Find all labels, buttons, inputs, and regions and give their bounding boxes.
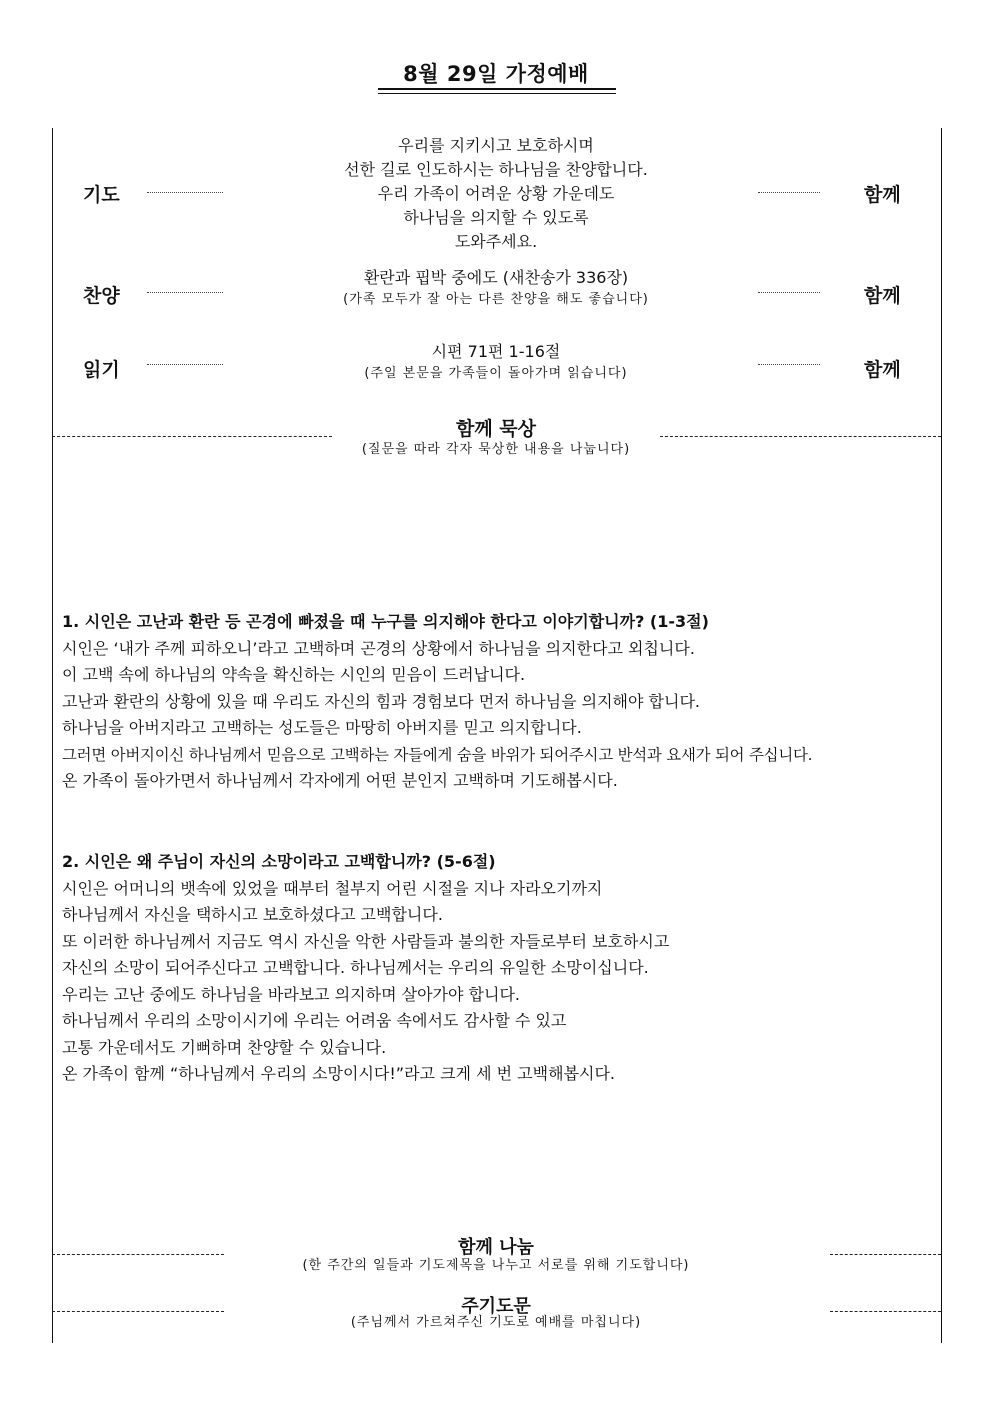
question-1 <box>62 609 942 795</box>
meditation-divider-right <box>660 436 941 437</box>
sharing-heading: 함께 나눔 <box>458 1237 534 1258</box>
reading-together: 함께 <box>864 359 901 381</box>
question-1-line: 하나님을 아버지라고 고백하는 성도들은 마땅히 아버지를 믿고 의지합니다. <box>62 718 582 737</box>
prayer-line: 우리를 지키시고 보호하시며 <box>398 136 594 155</box>
prayer-line: 하나님을 의지할 수 있도록 <box>403 208 589 227</box>
prayer-label: 기도 <box>83 184 120 206</box>
sharing-divider-right <box>830 1254 941 1255</box>
question-2-line: 하나님께서 자신을 택하시고 보호하셨다고 고백합니다. <box>62 905 443 924</box>
praise-together: 함께 <box>864 285 901 307</box>
praise-label: 찬양 <box>83 285 120 307</box>
lords-prayer-note: (주님께서 가르쳐주신 기도로 예배를 마칩니다) <box>350 1315 642 1330</box>
title-underline <box>378 88 616 90</box>
lords-prayer-heading: 주기도문 <box>461 1296 531 1317</box>
question-2-line: 자신의 소망이 되어주신다고 고백합니다. 하나님께서는 우리의 유일한 소망이십니다. <box>62 958 649 977</box>
lords-prayer-divider-right <box>830 1311 941 1312</box>
question-1-line: 고난과 환란의 상황에 있을 때 우리도 자신의 힘과 경험보다 먼저 하나님을 의지해야 합니다. <box>62 691 700 711</box>
question-2-line: 또 이러한 하나님께서 지금도 역시 자신을 악한 사람들과 불의한 자들로부터 보호하시고 <box>62 931 670 951</box>
question-2-line: 우리는 고난 중에도 하나님을 바라보고 의지하며 살아가야 합니다. <box>62 984 521 1004</box>
praise-dots-right <box>758 292 820 293</box>
page-title: 8월 29일 가정예배 <box>403 62 589 86</box>
prayer-text <box>0 134 992 254</box>
question-1-line: 그러면 아버지이신 하나님께서 믿음으로 고백하는 자들에게 숨을 바위가 되어주시고 반석과 요새가 되어 주십니다. <box>62 745 813 764</box>
prayer-line: 선한 길로 인도하시는 하나님을 찬양합니다. <box>344 160 648 179</box>
reading-text <box>0 340 992 384</box>
prayer-together: 함께 <box>864 184 901 206</box>
reading-dots-right <box>758 364 820 365</box>
question-2-line: 시인은 어머니의 뱃속에 있었을 때부터 철부지 어린 시절을 지나 자라오기까지 <box>62 878 603 898</box>
question-1-line: 온 가족이 돌아가면서 하나님께서 각자에게 어떤 분인지 고백하며 기도해봅시다. <box>62 771 618 790</box>
title-underline-thin <box>378 93 616 94</box>
meditation-heading: 함께 묵상 <box>455 418 537 440</box>
sharing-note: (한 주간의 일들과 기도제목을 나누고 서로를 위해 기도합니다) <box>302 1258 690 1273</box>
question-1-line: 이 고백 속에 하나님의 약속을 확신하는 시인의 믿음이 드러납니다. <box>62 665 526 684</box>
prayer-dots-right <box>758 192 820 193</box>
praise-text <box>0 266 992 310</box>
reading-note: (주일 본문을 가족들이 돌아가며 읽습니다) <box>364 366 628 381</box>
prayer-line: 도와주세요. <box>454 232 538 251</box>
question-2-line: 하나님께서 우리의 소망이시기에 우리는 어려움 속에서도 감사할 수 있고 <box>62 1011 567 1030</box>
praise-note: (가족 모두가 잘 아는 다른 찬양을 해도 좋습니다) <box>343 292 649 307</box>
praise-hymn: 환란과 핍박 중에도 (새찬송가 336장) <box>363 268 629 287</box>
question-1-title: 1. 시인은 고난과 환란 등 곤경에 빠졌을 때 누구를 의지해야 한다고 이야기합니까? (1-3절) <box>62 612 709 631</box>
question-2 <box>62 849 942 1088</box>
left-border <box>52 128 53 1343</box>
question-2-title: 2. 시인은 왜 주님이 자신의 소망이라고 고백합니까? (5-6절) <box>62 852 496 871</box>
question-2-line: 고통 가운데서도 기뻐하며 찬양할 수 있습니다. <box>62 1037 387 1057</box>
question-2-line: 온 가족이 함께 “하나님께서 우리의 소망이시다!”라고 크게 세 번 고백해봅시다. <box>62 1064 615 1083</box>
prayer-line: 우리 가족이 어려운 상황 가운데도 <box>377 184 615 203</box>
question-1-line: 시인은 ‘내가 주께 피하오니’라고 고백하며 곤경의 상황에서 하나님을 의지한다고 외칩니다. <box>62 638 695 658</box>
reading-passage: 시편 71편 1-16절 <box>431 342 561 361</box>
meditation-note: (질문을 따라 각자 묵상한 내용을 나눕니다) <box>361 442 631 457</box>
reading-label: 읽기 <box>83 359 120 381</box>
